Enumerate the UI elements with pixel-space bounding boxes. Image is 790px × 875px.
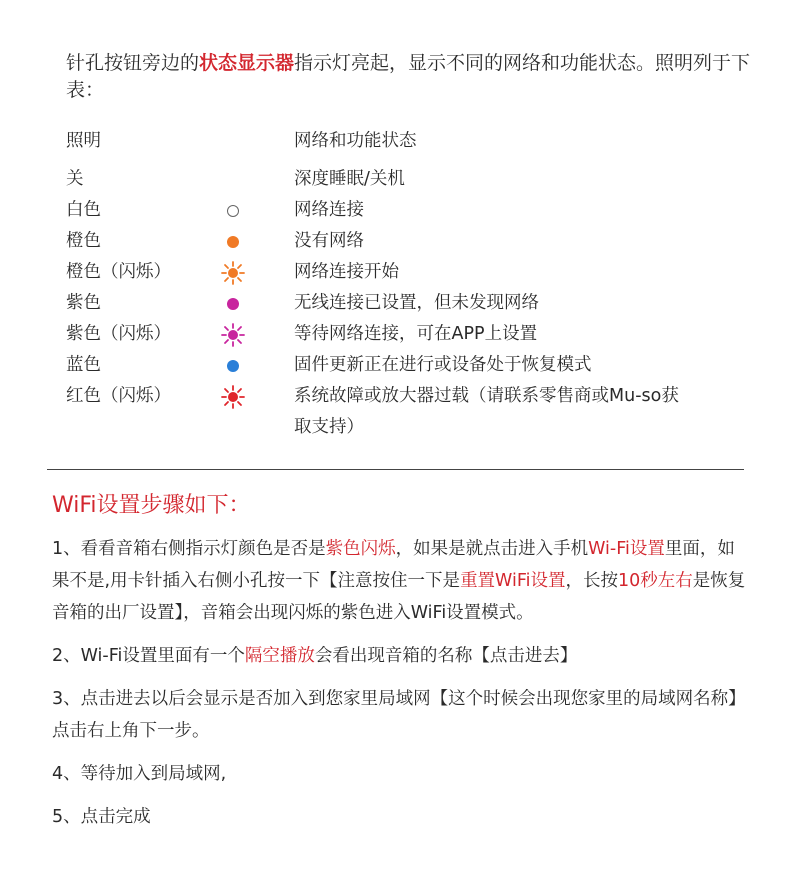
table-row — [66, 257, 746, 288]
step-text: ，如果是就点击进入手机 — [395, 539, 589, 559]
step-3: 3、点击进去以后会显示是否加入到您家里局域网【这个时候会出现您家里的局域网名称】点击右上角下一步。 — [52, 689, 746, 741]
status-label: 没有网络 — [294, 231, 364, 251]
step-highlight: 隔空播放 — [244, 646, 315, 666]
step-4: 4、等待加入到局域网, — [52, 764, 227, 784]
status-label: 深度睡眠/关机 — [294, 169, 405, 189]
purple-dot-icon — [221, 288, 245, 319]
table-row — [66, 164, 746, 195]
table-row — [66, 226, 746, 257]
table-row — [66, 381, 746, 443]
step-1 — [52, 533, 752, 629]
orange-flash-icon — [221, 257, 245, 288]
purple-flash-icon — [221, 319, 245, 350]
status-label: 网络连接 — [294, 200, 364, 220]
header-lighting: 照明 — [66, 131, 101, 151]
step-highlight: 重置WiFi设置 — [460, 571, 566, 591]
white-dot-icon — [221, 195, 245, 226]
red-flash-icon — [221, 381, 245, 412]
header-status: 网络和功能状态 — [294, 131, 417, 151]
intro-text-2: 指示灯亮起，显示不同的网络和功能状态。照明列于下表： — [66, 52, 751, 101]
step-highlight: 紫色闪烁 — [325, 539, 396, 559]
status-label: 无线连接已设置，但未发现网络 — [294, 293, 539, 313]
light-label: 红色（闪烁） — [66, 386, 171, 406]
status-label: 系统故障或放大器过载（请联系零售商或Mu-so获取支持） — [294, 386, 679, 437]
light-label: 紫色（闪烁） — [66, 324, 171, 344]
light-label: 橙色 — [66, 231, 101, 251]
steps-list — [52, 533, 752, 833]
light-label: 紫色 — [66, 293, 101, 313]
table-header — [66, 126, 746, 164]
section-divider — [47, 469, 744, 470]
status-table — [66, 126, 746, 443]
status-label: 固件更新正在进行或设备处于恢复模式 — [294, 355, 592, 375]
step-2 — [52, 640, 752, 672]
table-row — [66, 319, 746, 350]
table-row — [66, 195, 746, 226]
intro-text-1: 针孔按钮旁边的 — [66, 52, 200, 74]
step-highlight: Wi-Fi设置 — [588, 539, 665, 559]
step-5: 5、点击完成 — [52, 807, 151, 827]
step-text: 会看出现音箱的名称【点击进去】 — [314, 646, 578, 666]
table-row — [66, 350, 746, 381]
step-text: 里面，如果不是,用卡针插入右侧小孔按一下【注意按住一下是 — [52, 539, 735, 591]
blue-dot-icon — [221, 350, 245, 381]
status-indicator-highlight: 状态显示器 — [199, 52, 295, 74]
light-label: 橙色（闪烁） — [66, 262, 171, 282]
step-text: 2、Wi-Fi设置里面有一个 — [52, 646, 245, 666]
step-highlight: 10秒左右 — [618, 571, 693, 591]
status-label: 等待网络连接，可在APP上设置 — [294, 324, 538, 344]
light-label: 白色 — [66, 200, 101, 220]
step-text: 是恢复音箱的出厂设置】，音箱会出现闪烁的紫色进入WiFi设置模式。 — [52, 571, 746, 623]
orange-dot-icon — [221, 226, 245, 257]
intro-paragraph — [66, 50, 766, 104]
light-label: 蓝色 — [66, 355, 101, 375]
table-row — [66, 288, 746, 319]
steps-title: WiFi设置步骤如下： — [52, 493, 251, 518]
status-label: 网络连接开始 — [294, 262, 399, 282]
step-text: 1、看看音箱右侧指示灯颜色是否是 — [52, 539, 326, 559]
step-text: ，长按 — [565, 571, 618, 591]
light-label: 关 — [66, 169, 84, 189]
